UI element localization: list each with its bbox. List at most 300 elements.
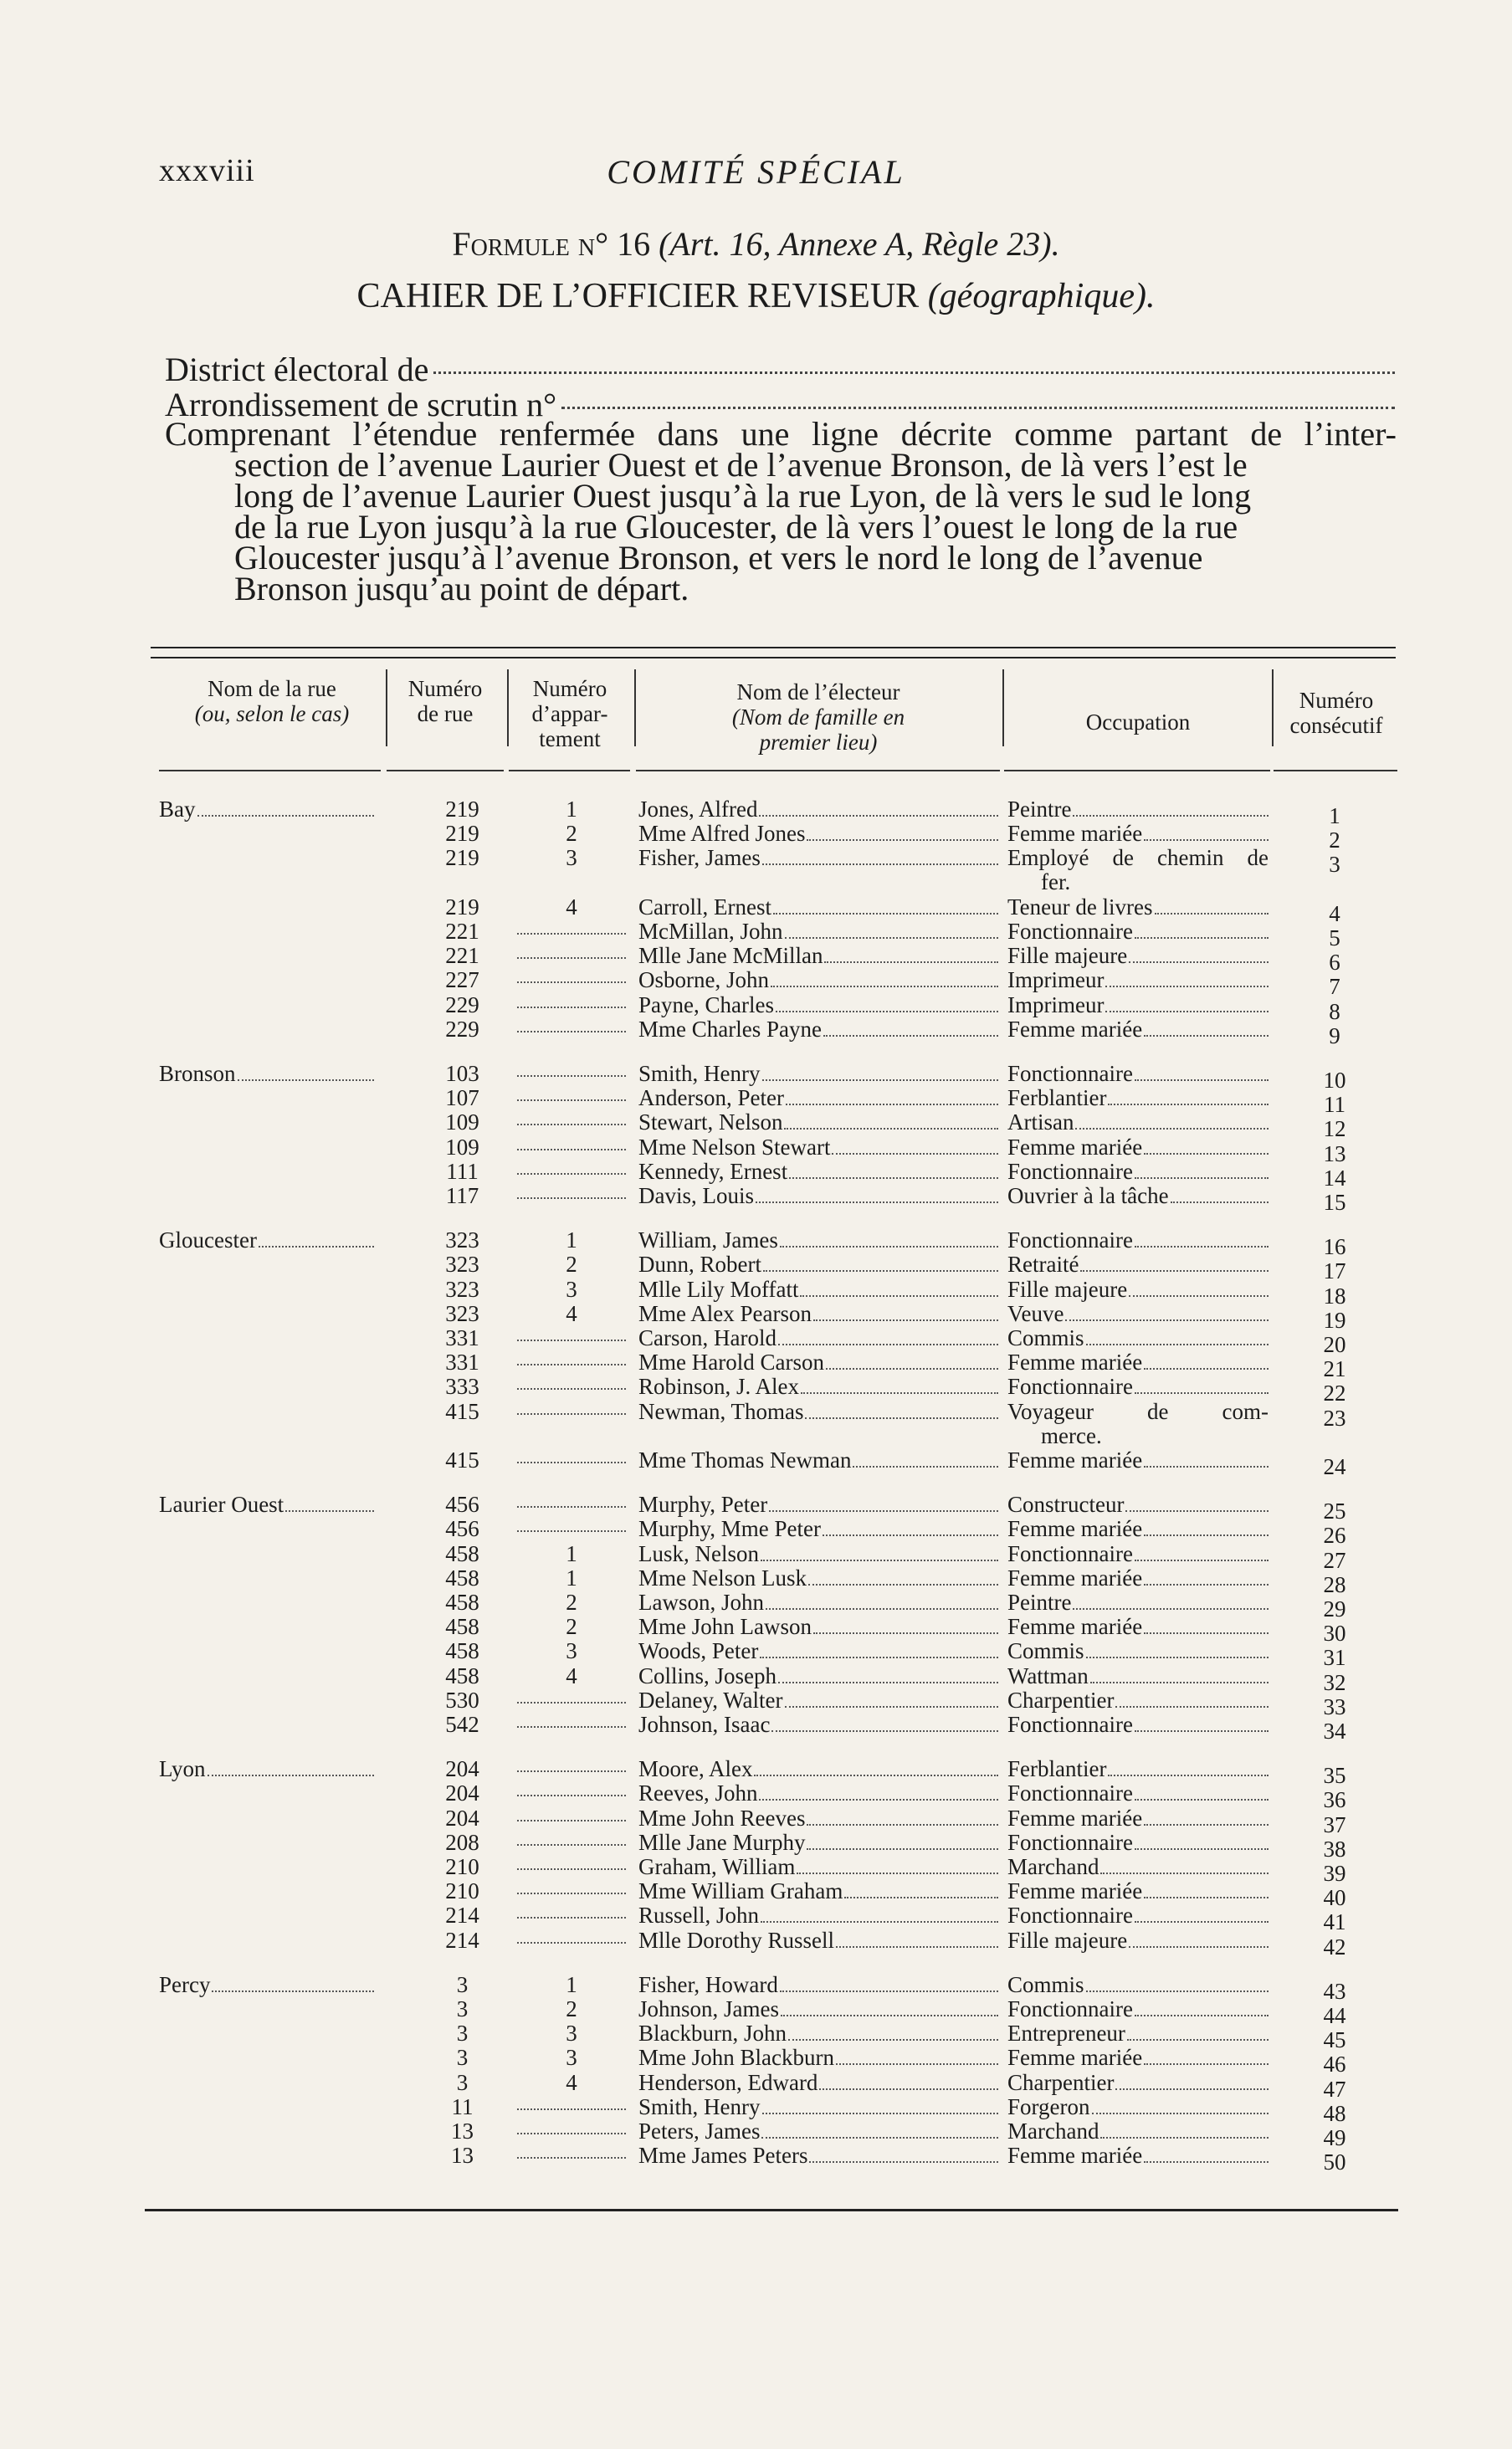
header-house-number: Numéro de rue bbox=[407, 676, 483, 726]
apartment-number bbox=[514, 920, 629, 940]
dot-leader bbox=[784, 1105, 998, 1130]
dot-leader bbox=[759, 792, 998, 817]
dot-leader bbox=[826, 1345, 998, 1370]
dot-leader bbox=[789, 1155, 998, 1179]
elector-name: Mme James Peters bbox=[638, 2144, 998, 2168]
house-number: 323 bbox=[445, 1300, 479, 1326]
page-number: xxxviii bbox=[159, 153, 255, 188]
dot-leader bbox=[517, 1530, 626, 1532]
apartment-number bbox=[514, 1135, 629, 1155]
dot-leader bbox=[1135, 915, 1269, 939]
consecutive-number: 32 bbox=[1323, 1669, 1346, 1695]
dot-leader bbox=[1073, 792, 1269, 817]
occupation: Employé de chemin de fer. bbox=[1007, 845, 1269, 895]
apartment-number bbox=[514, 1855, 629, 1875]
column-divider bbox=[634, 669, 636, 746]
house-number: 331 bbox=[445, 1325, 479, 1350]
consecutive-number: 28 bbox=[1323, 1571, 1346, 1597]
street-name: Bay bbox=[159, 797, 374, 822]
elector-name: Mme Alex Pearson bbox=[638, 1302, 998, 1326]
occupation: Fille majeure bbox=[1007, 1929, 1269, 1953]
occupation: Femme mariée bbox=[1007, 1879, 1269, 1903]
dot-leader bbox=[517, 1702, 626, 1704]
consecutive-number: 15 bbox=[1323, 1190, 1346, 1215]
dot-leader bbox=[785, 1683, 999, 1708]
occupation: Entrepreneur bbox=[1007, 2021, 1269, 2046]
apartment-number bbox=[514, 1400, 629, 1420]
house-number: 219 bbox=[445, 845, 479, 871]
district-label: District électoral de bbox=[165, 351, 429, 388]
dot-leader bbox=[1144, 1130, 1269, 1155]
dot-leader bbox=[776, 988, 998, 1012]
occupation: Fonctionnaire bbox=[1007, 1781, 1269, 1806]
dot-leader bbox=[761, 1898, 998, 1923]
occupation: Voyageur de com- merce. bbox=[1007, 1398, 1269, 1448]
apartment-number bbox=[514, 1781, 629, 1801]
house-number: 111 bbox=[446, 1158, 479, 1184]
elector-name: Mlle Jane McMillan bbox=[638, 944, 998, 968]
street-name: Gloucester bbox=[159, 1228, 374, 1253]
dot-leader bbox=[1092, 2090, 1269, 2114]
occupation: Constructeur bbox=[1007, 1493, 1269, 1517]
house-number: 109 bbox=[445, 1134, 479, 1160]
house-number: 530 bbox=[445, 1687, 479, 1713]
house-number: 323 bbox=[445, 1227, 479, 1253]
dot-leader bbox=[788, 2016, 998, 2041]
elector-name: Payne, Charles bbox=[638, 993, 998, 1017]
title-main: CAHIER DE L’OFFICIER REVISEUR bbox=[356, 277, 920, 315]
description-line: de la rue Lyon jusqu’à la rue Gloucester, de là vers l’ouest le long de la rue bbox=[234, 508, 1238, 546]
dot-leader bbox=[800, 1273, 998, 1297]
occupation: Fille majeure bbox=[1007, 1278, 1269, 1302]
house-number: 219 bbox=[445, 797, 479, 822]
elector-name: Collins, Joseph bbox=[638, 1664, 998, 1688]
house-number: 456 bbox=[445, 1516, 479, 1542]
consecutive-number: 35 bbox=[1323, 1763, 1346, 1789]
elector-name: Anderson, Peter bbox=[638, 1086, 998, 1110]
dot-leader bbox=[1135, 1826, 1269, 1850]
house-number: 3 bbox=[456, 1996, 469, 2021]
dot-leader bbox=[517, 1007, 626, 1008]
description-line: Bronson jusqu’au point de départ. bbox=[234, 570, 689, 607]
apartment-number bbox=[514, 1086, 629, 1106]
dot-leader bbox=[285, 1488, 374, 1512]
dot-leader bbox=[1075, 1105, 1269, 1130]
occupation: Femme mariée bbox=[1007, 1615, 1269, 1639]
consecutive-number: 9 bbox=[1329, 1022, 1340, 1048]
house-number: 214 bbox=[445, 1903, 479, 1929]
dot-leader bbox=[517, 1075, 626, 1077]
elector-name: Peters, James bbox=[638, 2119, 998, 2144]
house-number: 204 bbox=[445, 1756, 479, 1782]
consecutive-number: 3 bbox=[1329, 852, 1340, 878]
occupation: Femme mariée bbox=[1007, 2144, 1269, 2168]
dot-leader bbox=[1073, 1586, 1269, 1610]
boundary-description bbox=[165, 415, 1397, 607]
dot-leader bbox=[754, 1752, 998, 1776]
house-number: 3 bbox=[456, 2045, 469, 2071]
dot-leader bbox=[778, 1321, 998, 1345]
apartment-number bbox=[514, 1517, 629, 1537]
dot-leader bbox=[1086, 1968, 1269, 1992]
consecutive-number: 36 bbox=[1323, 1787, 1346, 1813]
apartment-number bbox=[514, 1879, 629, 1899]
consecutive-number: 23 bbox=[1323, 1405, 1346, 1431]
header-underline bbox=[1004, 770, 1270, 771]
occupation: Fonctionnaire bbox=[1007, 1062, 1269, 1086]
apartment-number bbox=[514, 2119, 629, 2139]
consecutive-number: 48 bbox=[1323, 2100, 1346, 2126]
elector-name: Smith, Henry bbox=[638, 2095, 998, 2119]
consecutive-number: 34 bbox=[1323, 1719, 1346, 1744]
apartment-number bbox=[514, 1184, 629, 1204]
dot-leader bbox=[780, 1968, 998, 1992]
dot-leader bbox=[771, 963, 998, 987]
occupation: Charpentier bbox=[1007, 1688, 1269, 1713]
elector-name: Johnson, James bbox=[638, 1997, 998, 2021]
dot-leader bbox=[781, 1992, 998, 2016]
street-name: Percy bbox=[159, 1973, 374, 1997]
table-top-rule-inner bbox=[151, 657, 1396, 658]
dot-leader bbox=[517, 1868, 626, 1870]
house-number: 219 bbox=[445, 821, 479, 847]
header-underline bbox=[509, 770, 630, 771]
dot-leader bbox=[763, 1248, 998, 1272]
occupation: Fonctionnaire bbox=[1007, 1160, 1269, 1184]
street-name: Lyon bbox=[159, 1757, 374, 1781]
consecutive-number: 31 bbox=[1323, 1645, 1346, 1671]
consecutive-number: 30 bbox=[1323, 1621, 1346, 1647]
consecutive-number: 50 bbox=[1323, 2149, 1346, 2175]
apartment-number bbox=[514, 1757, 629, 1777]
apartment-number bbox=[514, 1160, 629, 1180]
house-number: 221 bbox=[445, 943, 479, 969]
dot-leader bbox=[517, 1197, 626, 1199]
apartment-number: 1 bbox=[566, 1971, 577, 1997]
dot-leader bbox=[1108, 1081, 1269, 1105]
dot-leader bbox=[1171, 1179, 1269, 1203]
consecutive-number: 17 bbox=[1323, 1258, 1346, 1284]
house-number: 333 bbox=[445, 1374, 479, 1400]
occupation: Imprimeur bbox=[1007, 968, 1269, 992]
dot-leader bbox=[813, 1297, 998, 1321]
dot-leader bbox=[517, 2133, 626, 2134]
occupation: Peintre bbox=[1007, 797, 1269, 822]
dot-leader bbox=[1100, 2114, 1269, 2139]
occupation: Fonctionnaire bbox=[1007, 1997, 1269, 2021]
consecutive-number: 27 bbox=[1323, 1547, 1346, 1573]
house-number: 458 bbox=[445, 1565, 479, 1591]
dot-leader bbox=[517, 1506, 626, 1508]
house-number: 3 bbox=[456, 2069, 469, 2095]
elector-name: Mme John Blackburn bbox=[638, 2046, 998, 2070]
column-divider bbox=[386, 669, 387, 746]
apartment-number: 2 bbox=[566, 1252, 577, 1278]
consecutive-number: 43 bbox=[1323, 1978, 1346, 2004]
elector-name: Jones, Alfred bbox=[638, 797, 998, 822]
consecutive-number: 25 bbox=[1323, 1499, 1346, 1524]
dot-leader bbox=[517, 1462, 626, 1463]
header-underline bbox=[636, 770, 1000, 771]
house-number: 323 bbox=[445, 1276, 479, 1302]
house-number: 3 bbox=[456, 2021, 469, 2047]
dot-leader bbox=[517, 1770, 626, 1772]
house-number: 210 bbox=[445, 1854, 479, 1879]
occupation: Ouvrier à la tâche bbox=[1007, 1184, 1269, 1208]
dot-leader bbox=[762, 841, 998, 865]
apartment-number bbox=[514, 1831, 629, 1851]
dot-leader bbox=[517, 1893, 626, 1894]
dot-leader bbox=[832, 1130, 998, 1155]
house-number: 415 bbox=[445, 1398, 479, 1424]
apartment-number bbox=[514, 1493, 629, 1513]
consecutive-number: 42 bbox=[1323, 1934, 1346, 1960]
header-underline bbox=[387, 770, 504, 771]
occupation: Femme mariée bbox=[1007, 1448, 1269, 1473]
elector-name: Mlle Lily Moffatt bbox=[638, 1278, 998, 1302]
district-line bbox=[165, 350, 1395, 389]
running-head: COMITÉ SPÉCIAL bbox=[607, 153, 905, 191]
occupation: Fonctionnaire bbox=[1007, 1375, 1269, 1399]
house-number: 323 bbox=[445, 1252, 479, 1278]
district-dots bbox=[433, 371, 1395, 374]
header-underline bbox=[1274, 770, 1397, 771]
dot-leader bbox=[517, 2108, 626, 2110]
dot-leader bbox=[1125, 1488, 1269, 1512]
dot-leader bbox=[1144, 1512, 1269, 1536]
apartment-number: 1 bbox=[566, 1565, 577, 1591]
consecutive-number: 38 bbox=[1323, 1836, 1346, 1862]
consecutive-number: 40 bbox=[1323, 1885, 1346, 1911]
elector-name: Davis, Louis bbox=[638, 1184, 998, 1208]
house-number: 331 bbox=[445, 1350, 479, 1376]
dot-leader bbox=[807, 1826, 998, 1850]
consecutive-number: 37 bbox=[1323, 1811, 1346, 1837]
description-line: Gloucester jusqu’à l’avenue Bronson, et vers le nord le long de l’avenue bbox=[234, 539, 1203, 576]
elector-name: Murphy, Peter bbox=[638, 1493, 998, 1517]
elector-name: Johnson, Isaac bbox=[638, 1713, 998, 1737]
occupation: Retraité bbox=[1007, 1253, 1269, 1277]
occupation: Artisan bbox=[1007, 1110, 1269, 1135]
occupation: Fonctionnaire bbox=[1007, 1542, 1269, 1566]
dot-leader bbox=[809, 2139, 998, 2163]
consecutive-number: 18 bbox=[1323, 1283, 1346, 1309]
header-street: Nom de la rue (ou, selon le cas) bbox=[194, 676, 350, 726]
occupation: Commis bbox=[1007, 1326, 1269, 1350]
dot-leader bbox=[824, 939, 998, 963]
house-number: 117 bbox=[445, 1183, 479, 1208]
dot-leader bbox=[517, 1124, 626, 1125]
dot-leader bbox=[1115, 1683, 1269, 1708]
dot-leader bbox=[517, 933, 626, 935]
dot-leader bbox=[1135, 1992, 1269, 2016]
elector-name: Mme Harold Carson bbox=[638, 1350, 998, 1375]
elector-name: Carroll, Ernest bbox=[638, 895, 998, 920]
dot-leader bbox=[517, 1340, 626, 1341]
consecutive-number: 7 bbox=[1329, 974, 1340, 1000]
elector-name: Henderson, Edward bbox=[638, 2071, 998, 2095]
title-sub: (géographique). bbox=[927, 277, 1156, 315]
dot-leader bbox=[1127, 2016, 1269, 2041]
elector-name: McMillan, John bbox=[638, 920, 998, 944]
house-number: 458 bbox=[445, 1590, 479, 1615]
consecutive-number: 46 bbox=[1323, 2052, 1346, 2078]
dot-leader bbox=[1129, 1273, 1269, 1297]
dot-leader bbox=[1155, 890, 1269, 915]
elector-name: Lusk, Nelson bbox=[638, 1542, 998, 1566]
dot-leader bbox=[1129, 939, 1269, 963]
house-number: 458 bbox=[445, 1663, 479, 1688]
occupation: Commis bbox=[1007, 1973, 1269, 1997]
apartment-number bbox=[514, 1903, 629, 1924]
apartment-number: 1 bbox=[566, 1227, 577, 1253]
dot-leader bbox=[212, 1968, 374, 1992]
dot-leader bbox=[1135, 1537, 1269, 1561]
elector-name: Blackburn, John bbox=[638, 2021, 998, 2046]
elector-name: Mme William Graham bbox=[638, 1879, 998, 1903]
house-number: 214 bbox=[445, 1927, 479, 1953]
elector-name: Graham, William bbox=[638, 1855, 998, 1879]
dot-leader bbox=[766, 1586, 998, 1610]
elector-name: Mme Alfred Jones bbox=[638, 822, 998, 846]
formula-prefix: Formule n° 16 bbox=[452, 225, 651, 263]
house-number: 208 bbox=[445, 1829, 479, 1855]
dot-leader bbox=[1115, 2066, 1269, 2090]
dot-leader bbox=[762, 2090, 999, 2114]
apartment-number bbox=[514, 2144, 629, 2164]
consecutive-number: 26 bbox=[1323, 1523, 1346, 1549]
dot-leader bbox=[1080, 1248, 1269, 1272]
table-top-rule bbox=[151, 647, 1396, 648]
column-divider bbox=[1002, 669, 1004, 746]
dot-leader bbox=[1144, 1610, 1269, 1634]
occupation: Forgeron bbox=[1007, 2095, 1269, 2119]
dot-leader bbox=[771, 1708, 998, 1732]
dot-leader bbox=[1144, 1012, 1269, 1037]
house-number: 210 bbox=[445, 1878, 479, 1904]
occupation: Femme mariée bbox=[1007, 1517, 1269, 1541]
occupation: Fonctionnaire bbox=[1007, 1228, 1269, 1253]
dot-leader bbox=[1086, 1634, 1269, 1658]
header-consecutive: Numéro consécutif bbox=[1289, 688, 1383, 738]
elector-name: Mme Nelson Lusk bbox=[638, 1566, 998, 1591]
dot-leader bbox=[517, 1099, 626, 1101]
dot-leader bbox=[759, 1776, 998, 1801]
dot-leader bbox=[517, 1364, 626, 1365]
header-occupation: Occupation bbox=[1085, 710, 1191, 735]
occupation: Femme mariée bbox=[1007, 1017, 1269, 1042]
apartment-number: 2 bbox=[566, 1996, 577, 2021]
house-number: 415 bbox=[445, 1447, 479, 1473]
dot-leader bbox=[813, 1610, 998, 1634]
dot-leader bbox=[259, 1223, 374, 1248]
dot-leader bbox=[761, 1537, 998, 1561]
occupation: Commis bbox=[1007, 1639, 1269, 1663]
description-line: Comprenant l’étendue renfermée dans une ligne décrite comme partant de l’inter- bbox=[165, 415, 1397, 453]
dot-leader bbox=[1129, 1924, 1269, 1948]
occupation: Ferblantier bbox=[1007, 1757, 1269, 1781]
house-number: 227 bbox=[445, 967, 479, 993]
occupation: Marchand bbox=[1007, 1855, 1269, 1879]
dot-leader bbox=[1144, 2139, 1269, 2163]
dot-leader bbox=[760, 1634, 998, 1658]
apartment-number bbox=[514, 1806, 629, 1827]
dot-leader bbox=[801, 1370, 998, 1394]
document-title bbox=[0, 276, 1512, 316]
dot-leader bbox=[1100, 1850, 1269, 1874]
dot-leader bbox=[1090, 1659, 1269, 1683]
consecutive-number: 12 bbox=[1323, 1116, 1346, 1142]
apartment-number bbox=[514, 1110, 629, 1130]
elector-name: Stewart, Nelson bbox=[638, 1110, 998, 1135]
dot-leader bbox=[517, 1726, 626, 1728]
street-name: Bronson bbox=[159, 1062, 374, 1086]
dot-leader bbox=[517, 1413, 626, 1415]
occupation: Femme mariée bbox=[1007, 1135, 1269, 1160]
elector-name: Mme John Lawson bbox=[638, 1615, 998, 1639]
house-number: 458 bbox=[445, 1614, 479, 1640]
arrondissement-dots bbox=[561, 407, 1395, 409]
occupation: Imprimeur bbox=[1007, 993, 1269, 1017]
consecutive-number: 21 bbox=[1323, 1356, 1346, 1382]
table-bottom-rule bbox=[145, 2209, 1398, 2211]
apartment-number bbox=[514, 1929, 629, 1949]
dot-leader bbox=[1144, 1443, 1269, 1468]
dot-leader bbox=[1065, 1297, 1269, 1321]
house-number: 542 bbox=[445, 1712, 479, 1737]
dot-leader bbox=[808, 1561, 998, 1586]
apartment-number bbox=[514, 1326, 629, 1346]
apartment-number: 4 bbox=[566, 2069, 577, 2095]
occupation: Charpentier bbox=[1007, 2071, 1269, 2095]
occupation: Femme mariée bbox=[1007, 2046, 1269, 2070]
dot-leader bbox=[1135, 1898, 1269, 1923]
apartment-number: 4 bbox=[566, 894, 577, 920]
apartment-number bbox=[514, 944, 629, 964]
formula-line bbox=[0, 224, 1512, 264]
consecutive-number: 8 bbox=[1329, 998, 1340, 1024]
description-line: section de l’avenue Laurier Ouest et de l’avenue Bronson, de là vers l’est le bbox=[234, 446, 1248, 484]
elector-name: Delaney, Walter bbox=[638, 1688, 998, 1713]
elector-name: Russell, John bbox=[638, 1903, 998, 1928]
dot-leader bbox=[517, 1031, 626, 1032]
dot-leader bbox=[797, 1850, 998, 1874]
occupation: Fonctionnaire bbox=[1007, 1831, 1269, 1855]
occupation: Ferblantier bbox=[1007, 1086, 1269, 1110]
dot-leader bbox=[1144, 2041, 1269, 2065]
occupation: Femme mariée bbox=[1007, 1806, 1269, 1831]
elector-name: Osborne, John bbox=[638, 968, 998, 992]
apartment-number bbox=[514, 1448, 629, 1468]
apartment-number: 2 bbox=[566, 821, 577, 847]
occupation: Femme mariée bbox=[1007, 822, 1269, 846]
apartment-number: 1 bbox=[566, 1540, 577, 1566]
elector-name: Mlle Dorothy Russell bbox=[638, 1929, 998, 1953]
consecutive-number: 4 bbox=[1329, 900, 1340, 926]
dot-leader bbox=[805, 1395, 998, 1419]
dot-leader bbox=[1144, 817, 1269, 841]
house-number: 219 bbox=[445, 894, 479, 920]
apartment-number bbox=[514, 2095, 629, 2115]
apartment-number: 1 bbox=[566, 797, 577, 822]
apartment-number: 3 bbox=[566, 845, 577, 871]
elector-name: Reeves, John bbox=[638, 1781, 998, 1806]
elector-name: Mme Nelson Stewart bbox=[638, 1135, 998, 1160]
elector-name: Smith, Henry bbox=[638, 1062, 998, 1086]
dot-leader bbox=[778, 1659, 998, 1683]
dot-leader bbox=[1144, 1874, 1269, 1898]
dot-leader bbox=[836, 2041, 998, 2065]
